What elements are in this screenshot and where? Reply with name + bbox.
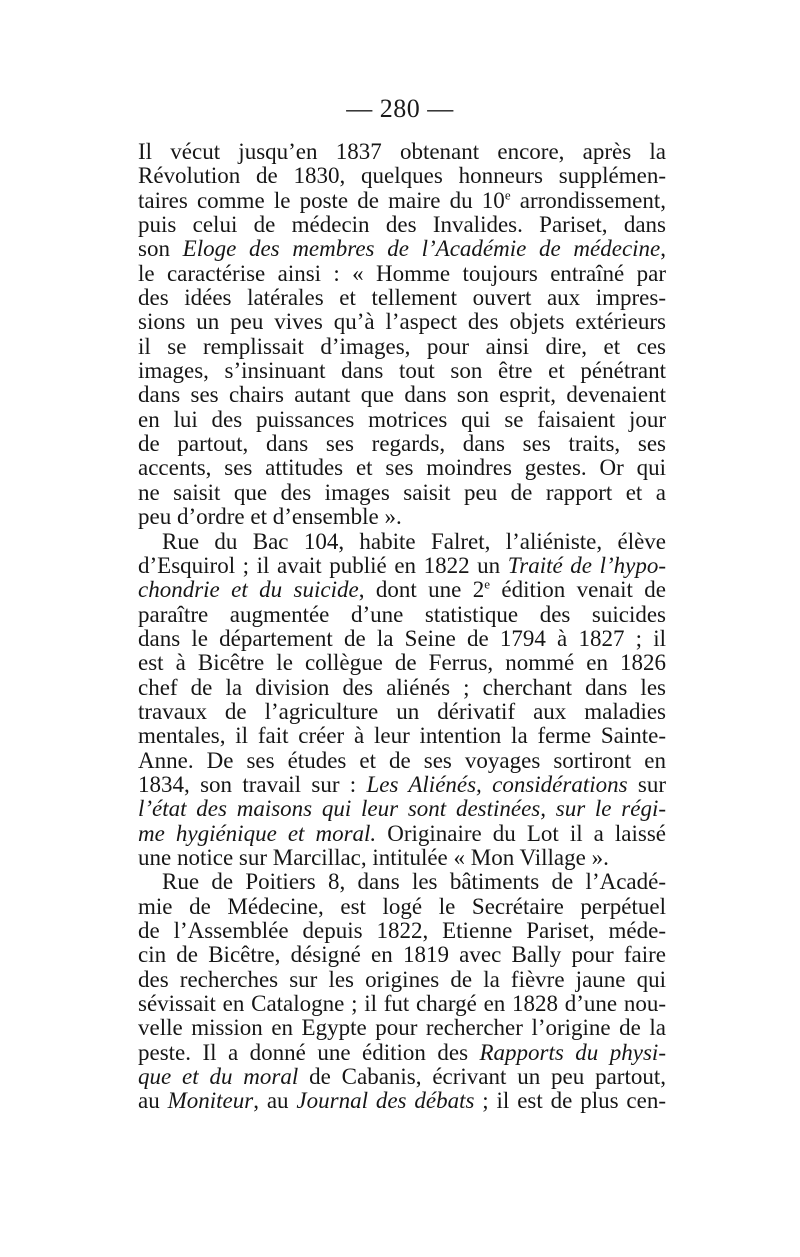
- text-segment: son: [138, 236, 183, 262]
- text-line: [138, 237, 666, 261]
- text-line: [138, 213, 666, 237]
- text-line: [138, 627, 666, 651]
- text-segment: de Cabanis, écrivant un peu partout,: [298, 1064, 666, 1090]
- text-line: [138, 724, 666, 748]
- text-line: [138, 846, 666, 870]
- text-segment: travaux de l’agriculture un dérivatif aux maladies: [138, 698, 666, 724]
- text-segment: mie de Médecine, est logé le Secrétaire perpétuel: [138, 893, 666, 919]
- text-line: [138, 1089, 666, 1113]
- text-segment: ne saisit que des images saisit peu de rapport et a: [138, 479, 666, 505]
- text-line: [138, 383, 666, 407]
- text-segment: des recherches sur les origines de la fièvre jaune qui: [138, 966, 666, 992]
- text-line: [138, 262, 666, 286]
- text-line: [138, 749, 666, 773]
- text-segment: mentales, il fait créer à leur intention la ferme Sainte-: [138, 723, 666, 749]
- italic-title: chondrie et du suicide: [138, 577, 359, 603]
- text-line: [138, 700, 666, 724]
- text-segment: de l’Assemblée depuis 1822, Etienne Pariset, méde-: [138, 918, 666, 943]
- text-line: [138, 456, 666, 480]
- text-segment: est à Bicêtre le collègue de Ferrus, nommé en 1826: [138, 650, 666, 676]
- italic-title: Journal des débats: [296, 1088, 475, 1114]
- text-segment: arrondissement,: [510, 187, 667, 213]
- text-segment: accents, ses attitudes et ses moindres gestes. Or qui: [138, 455, 666, 481]
- body-text: [138, 140, 666, 1114]
- text-line: [138, 603, 666, 627]
- italic-title: me hygiénique et moral.: [138, 820, 377, 846]
- text-segment: peu d’ordre et d’ensemble ».: [138, 504, 402, 530]
- text-line: [138, 651, 666, 675]
- text-line: [138, 773, 666, 797]
- text-line: [138, 335, 666, 359]
- text-line: [138, 481, 666, 505]
- text-segment: velle mission en Egypte pour rechercher l’origine de la: [138, 1015, 666, 1041]
- page-number: — 280 —: [346, 94, 454, 123]
- text-segment: une notice sur Marcillac, intitulée « Mon Village ».: [138, 844, 609, 870]
- text-line: [138, 310, 666, 334]
- text-segment: Il vécut jusqu’en 1837 obtenant encore, après la: [138, 139, 666, 164]
- text-segment: Anne. De ses études et de ses voyages sortiront en: [138, 747, 666, 773]
- italic-title: que et du moral: [138, 1064, 299, 1090]
- italic-title: Eloge des membres de l’Académie de médecine: [182, 236, 661, 262]
- text-segment: des idées latérales et tellement ouvert aux impres-: [138, 285, 666, 311]
- text-segment: , dont une 2: [358, 577, 485, 603]
- text-segment: ; il est de plus cen-: [474, 1088, 666, 1114]
- superscript: e: [484, 576, 490, 592]
- text-segment: Rue de Poitiers 8, dans les bâtiments de l’Acadé-: [162, 869, 666, 895]
- text-line: [138, 1065, 666, 1089]
- italic-title: Rapports du physi-: [479, 1039, 666, 1065]
- text-segment: sévissait en Catalogne ; il fut chargé en 1828 d’une nou-: [138, 991, 666, 1017]
- text-line: [138, 992, 666, 1016]
- text-segment: Originaire du Lot il a laissé: [376, 820, 666, 846]
- text-line: [138, 578, 666, 602]
- text-line: [138, 189, 666, 213]
- text-line: [138, 164, 666, 188]
- text-segment: sur: [627, 771, 666, 797]
- text-segment: 1834, son travail sur :: [138, 771, 367, 797]
- text-line: [138, 895, 666, 919]
- text-line: [138, 968, 666, 992]
- text-segment: taires comme le poste de maire du 10: [138, 187, 505, 213]
- text-segment: d’Esquirol ; il avait publié en 1822 un: [138, 552, 508, 578]
- text-segment: édition venait de: [490, 577, 666, 603]
- text-line: [138, 943, 666, 967]
- text-segment: ,: [660, 236, 666, 262]
- text-segment: cin de Bicêtre, désigné en 1819 avec Bally pour faire: [138, 942, 666, 968]
- text-segment: au: [138, 1088, 168, 1114]
- italic-title: l’état des maisons qui leur sont destinées, sur le régi-: [138, 796, 666, 822]
- text-segment: le caractérise ainsi : « Homme toujours entraîné par: [138, 260, 666, 286]
- text-segment: dans le département de la Seine de 1794 à 1827 ; il: [138, 625, 666, 651]
- text-segment: Révolution de 1830, quelques honneurs supplémen-: [138, 163, 666, 189]
- text-segment: de partout, dans ses regards, dans ses traits, ses: [138, 431, 666, 457]
- text-segment: images, s’insinuant dans tout son être et pénétrant: [138, 358, 666, 384]
- text-segment: dans ses chairs autant que dans son esprit, devenaient: [138, 382, 666, 408]
- text-segment: chef de la division des aliénés ; cherchant dans les: [138, 674, 666, 700]
- superscript: e: [504, 187, 511, 203]
- text-line: [138, 554, 666, 578]
- text-segment: peste. Il a donné une édition des: [138, 1039, 480, 1065]
- text-line: [138, 140, 666, 164]
- italic-title: Moniteur: [167, 1088, 254, 1114]
- text-segment: , au: [253, 1088, 297, 1114]
- text-segment: Rue du Bac 104, habite Falret, l’aliéniste, élève: [162, 528, 666, 554]
- text-line: [138, 870, 666, 894]
- italic-title: Les Aliénés, considérations: [366, 771, 628, 797]
- text-line: [138, 822, 666, 846]
- text-segment: paraître augmentée d’une statistique des suicides: [138, 601, 666, 627]
- text-line: [138, 919, 666, 943]
- italic-title: Traité de l’hypo-: [507, 552, 666, 578]
- text-segment: il se remplissait d’images, pour ainsi dire, et ces: [138, 333, 666, 359]
- text-line: [138, 408, 666, 432]
- text-line: [138, 505, 666, 529]
- text-line: [138, 359, 666, 383]
- text-line: [138, 530, 666, 554]
- text-line: [138, 1041, 666, 1065]
- text-line: [138, 286, 666, 310]
- text-segment: sions un peu vives qu’à l’aspect des objets extérieurs: [138, 309, 666, 335]
- text-line: [138, 1016, 666, 1040]
- text-segment: puis celui de médecin des Invalides. Pariset, dans: [138, 212, 666, 238]
- text-line: [138, 676, 666, 700]
- text-line: [138, 797, 666, 821]
- text-line: [138, 432, 666, 456]
- text-segment: en lui des puissances motrices qui se faisaient jour: [138, 406, 666, 432]
